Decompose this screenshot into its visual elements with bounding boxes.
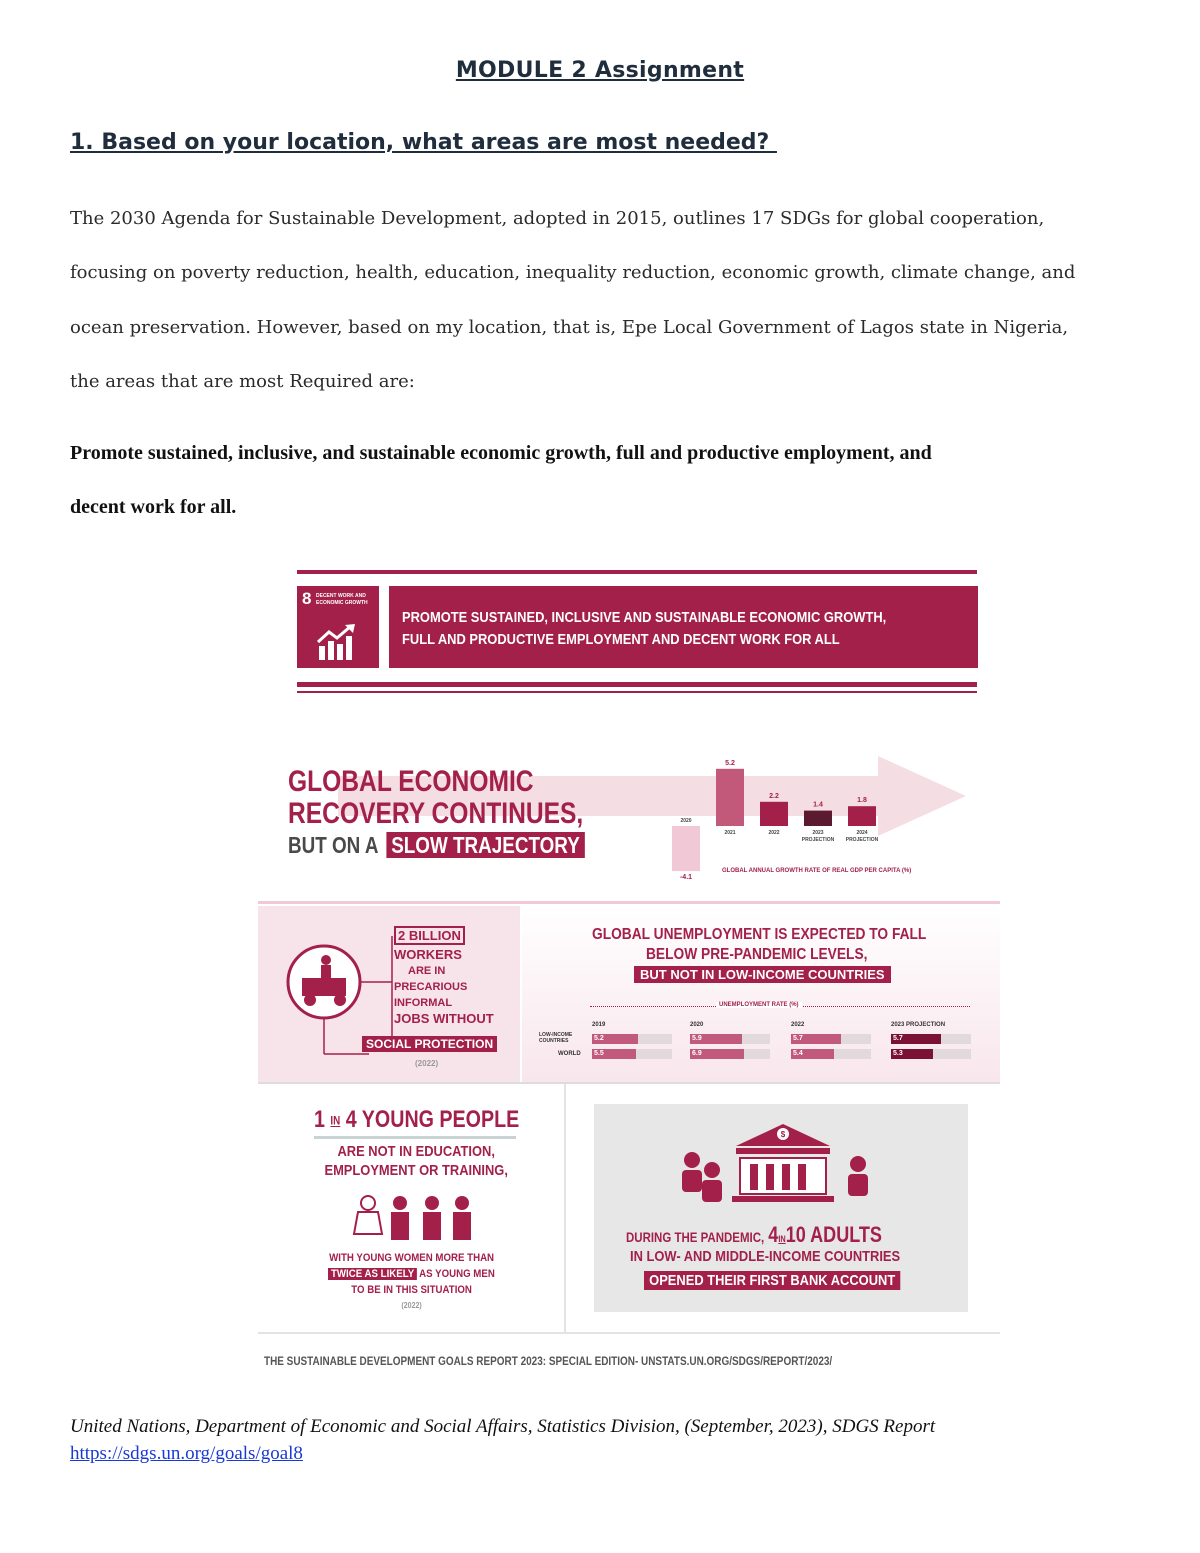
youth-foot-rest: AS YOUNG MEN [419,1268,495,1280]
growth-chart-icon [315,624,359,662]
bank-post: 10 ADULTS [785,1222,882,1247]
goal-8-tile [297,586,379,668]
question-heading: 1. Based on your location, what areas are most needed? [70,130,777,155]
row-label-world: WORLD [558,1051,581,1057]
recovery-heading [288,766,583,830]
youth-sub-line: EMPLOYMENT OR TRAINING, [324,1162,508,1179]
gdp-value-label: 1.4 [813,801,823,809]
gdp-category-label: 2023 [812,830,824,836]
divider [297,570,977,574]
recovery-subheading [288,832,585,859]
informal-text [394,928,494,1027]
youth-rest: 4 YOUNG PEOPLE [345,1106,520,1133]
gdp-value-label: 1.8 [857,797,867,805]
unemployment-table-title: UNEMPLOYMENT RATE (%) [716,1002,802,1008]
informal-line: ARE IN [408,965,446,977]
period-label: 2019 [592,1022,606,1028]
period-label: 2022 [791,1022,805,1028]
informal-line: JOBS WITHOUT [394,1011,494,1026]
youth-num: 1 [314,1106,325,1133]
youth-subheading [313,1142,519,1180]
gdp-category-label: PROJECTION [845,837,879,843]
informal-line: INFORMAL [394,997,453,1009]
bank-num: 4 [768,1222,779,1247]
goal-tag [316,593,368,607]
slow-trajectory-badge: SLOW TRAJECTORY [386,832,584,858]
gdp-value-label: 5.2 [725,759,735,767]
gdp-value-label: 2.2 [769,792,779,800]
paragraph-line: ocean preservation. However, based on my location, that is, Epe Local Government of Lagos state in Nigeria, [70,317,1069,338]
youth-heading [314,1106,519,1134]
citation: United Nations, Department of Economic and Social Affairs, Statistics Division, (September, 2023), SDGS Report [70,1416,936,1437]
divider [297,691,977,693]
value-label: 5.2 [594,1035,604,1042]
divider [564,1084,566,1334]
young-people-icon [352,1194,482,1244]
youth-sub-line: ARE NOT IN EDUCATION, [337,1143,495,1160]
banner-line: PROMOTE SUSTAINED, INCLUSIVE AND SUSTAINABLE ECONOMIC GROWTH, [402,609,887,626]
value-label: 5.7 [793,1035,803,1042]
gdp-category-label: 2024 [856,830,868,836]
divider [258,901,1000,904]
youth-year: (2022) [401,1301,422,1310]
informal-year: (2022) [415,1059,439,1068]
goal-tag-line: DECENT WORK AND [316,593,366,599]
bar-track [891,1049,971,1059]
value-label: 5.4 [793,1050,803,1057]
gdp-bar [716,769,744,826]
paragraph-line: the areas that are most Required are: [70,371,415,392]
social-protection-badge: SOCIAL PROTECTION [362,1036,497,1052]
bar-track [592,1049,672,1059]
goal-banner-text [402,607,886,651]
bank-pre: DURING THE PANDEMIC, [626,1229,765,1245]
bar-track [791,1049,871,1059]
first-bank-account-badge: OPENED THEIR FIRST BANK ACCOUNT [644,1271,900,1290]
two-billion-badge: 2 BILLION [394,926,465,945]
recovery-pre: BUT ON A [288,832,378,858]
sdg8-infographic [258,566,1000,1376]
divider [314,1136,516,1139]
goal-banner [389,586,978,668]
gdp-bar [672,826,700,871]
bar-track [891,1034,971,1044]
low-income-badge: BUT NOT IN LOW-INCOME COUNTRIES [634,966,891,983]
twice-as-likely-badge: TWICE AS LIKELY [328,1268,416,1280]
gdp-category-label: PROJECTION [801,837,835,843]
goal-number: 8 [302,589,312,608]
value-label: 5.7 [893,1035,903,1042]
youth-foot-line: WITH YOUNG WOMEN MORE THAN [329,1252,495,1264]
informal-line: PRECARIOUS [394,981,468,993]
goal-statement-line: decent work for all. [70,496,237,518]
bar-track [791,1034,871,1044]
youth-footnote [306,1250,517,1314]
value-label: 6.9 [692,1050,702,1057]
informal-line: WORKERS [394,947,462,962]
gdp-category-label: 2020 [680,818,692,824]
bar-track [592,1034,672,1044]
gdp-category-label: 2021 [724,830,736,836]
banner-line: FULL AND PRODUCTIVE EMPLOYMENT AND DECENT WORK FOR ALL [402,631,840,648]
gdp-caption: GLOBAL ANNUAL GROWTH RATE OF REAL GDP PER CAPITA (%) [722,868,912,874]
value-label: 5.9 [692,1035,702,1042]
divider [258,1082,1000,1084]
youth-foot-line: TO BE IN THIS SITUATION [351,1284,472,1296]
bank-heading [626,1222,882,1248]
unemployment-subheading: BELOW PRE-PANDEMIC LEVELS, [646,946,868,963]
bank-in: IN [778,1234,786,1244]
recovery-line: RECOVERY CONTINUES, [288,797,584,830]
bank-icon [678,1120,888,1214]
page-title: MODULE 2 Assignment [455,58,745,83]
value-label: 5.3 [893,1050,903,1057]
gdp-value-label: -4.1 [679,874,693,882]
gdp-bar [760,802,788,826]
bar-track [690,1034,770,1044]
youth-in: IN [330,1113,341,1128]
report-footer: THE SUSTAINABLE DEVELOPMENT GOALS REPORT 2023: SPECIAL EDITION- UNSTATS.UN.ORG/SDGS/REPORT/2023/ [264,1354,833,1368]
source-link[interactable]: https://sdgs.un.org/goals/goal8 [70,1443,303,1464]
value-label: 5.5 [594,1050,604,1057]
paragraph-line: focusing on poverty reduction, health, education, inequality reduction, economic growth, climate change, and [70,262,1076,283]
period-label: 2020 [690,1022,704,1028]
divider [258,1332,1000,1334]
period-label: 2023 PROJECTION [891,1022,946,1028]
recovery-line: GLOBAL ECONOMIC [288,765,534,798]
gdp-bar [804,811,832,826]
gdp-category-label: 2022 [768,830,780,836]
row-label-low-income: LOW-INCOME COUNTRIES [539,1032,573,1044]
bank-coin-symbol: $ [780,1130,786,1139]
bar-track [690,1049,770,1059]
divider [297,682,977,687]
gdp-bar [848,806,876,826]
goal-statement-line: Promote sustained, inclusive, and sustainable economic growth, full and productive employment, and [70,442,932,464]
paragraph-line: The 2030 Agenda for Sustainable Development, adopted in 2015, outlines 17 SDGs for global cooperation, [70,208,1045,229]
unemployment-heading: GLOBAL UNEMPLOYMENT IS EXPECTED TO FALL [592,926,927,943]
bank-subheading: IN LOW- AND MIDDLE-INCOME COUNTRIES [630,1248,901,1265]
goal-tag-line: ECONOMIC GROWTH [316,600,368,606]
